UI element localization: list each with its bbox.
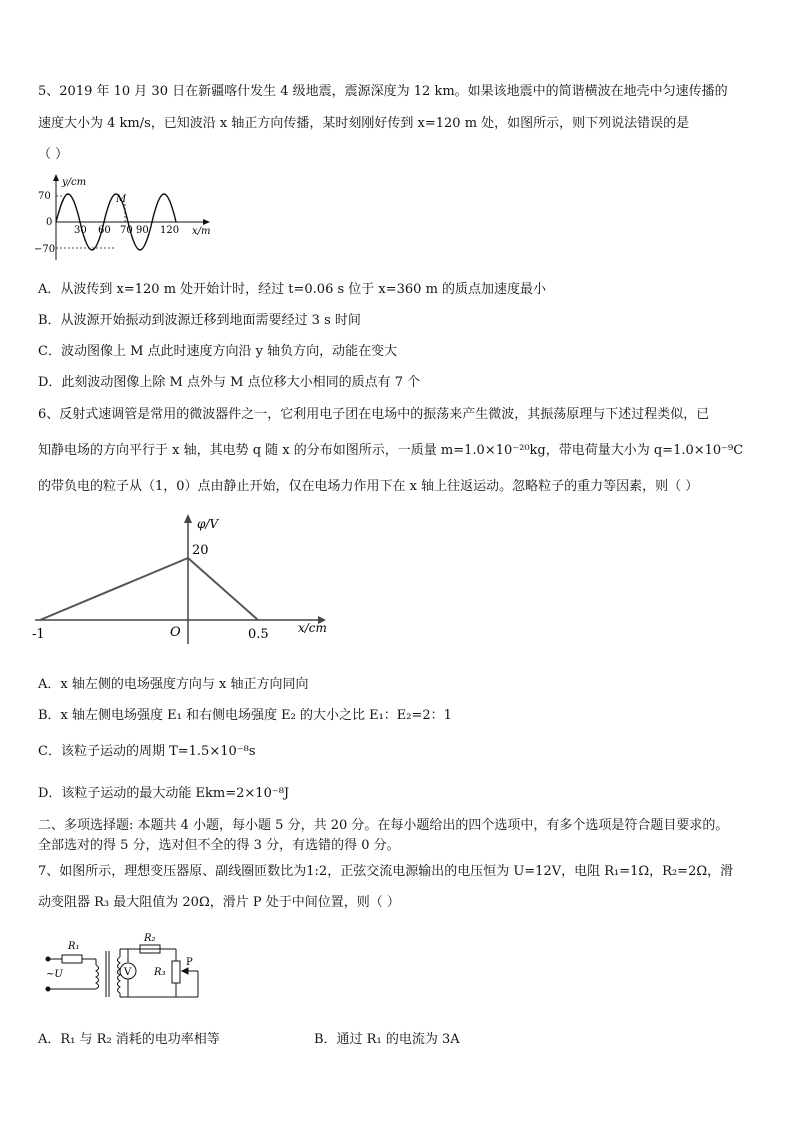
q6-potential-figure — [30, 508, 340, 648]
q6-peak-label: 20 — [192, 543, 209, 558]
q6-right-label: 0.5 — [248, 627, 269, 642]
q5-y-tick-neg70: −70 — [34, 244, 56, 255]
q5-point-m-label: M — [116, 194, 127, 205]
section2-heading-line-1: 二、多项选择题: 本题共 4 小题，每小题 5 分，共 20 分。在每小题给出的四个选项中，有多个选项是符合题目要求的。 — [38, 818, 729, 833]
q6-origin-label: O — [170, 625, 181, 640]
q5-x-tick-30: 30 — [74, 225, 87, 236]
q5-x-axis-label: x/m — [192, 226, 211, 237]
q7-source-label: ~U — [46, 969, 63, 980]
q5-stem-line-1: 5、2019 年 10 月 30 日在新疆喀什发生 4 级地震，震源深度为 12 km。如果该地震中的简谐横波在地壳中匀速传播的 — [38, 84, 728, 99]
q6-x-axis-label: x/cm — [298, 621, 327, 635]
q5-x-tick-90: 90 — [136, 225, 149, 236]
q7-stem-line-1: 7、如图所示，理想变压器原、副线圈匝数比为1:2，正弦交流电源输出的电压恒为 U=12V，电阻 R₁=1Ω，R₂=2Ω，滑 — [38, 864, 734, 879]
q6-y-axis-label: φ/V — [197, 517, 219, 531]
q5-stem-line-2: 速度大小为 4 km/s，已知波沿 x 轴正方向传播，某时刻刚好传到 x=120 m 处，如图所示，则下列说法错误的是 — [38, 116, 690, 131]
q6-left-label: -1 — [32, 627, 45, 642]
q5-wave-figure — [28, 172, 218, 264]
q7-option-b: B．通过 R₁ 的电流为 3A — [314, 1032, 460, 1047]
q7-r3-label: R₃ — [154, 967, 166, 978]
q7-voltmeter-label: V — [124, 967, 132, 978]
q5-option-a: A．从波传到 x=120 m 处开始计时，经过 t=0.06 s 位于 x=360 m 的质点加速度最小 — [38, 282, 547, 297]
q5-option-c: C．波动图像上 M 点此时速度方向沿 y 轴负方向，动能在变大 — [38, 344, 398, 359]
q6-stem-line-3: 的带负电的粒子从（1，0）点由静止开始，仅在电场力作用下在 x 轴上往返运动。忽略粒子的重力等因素，则（ ） — [38, 479, 699, 494]
q5-stem-line-3: （ ） — [38, 147, 69, 162]
q5-option-d: D．此刻波动图像上除 M 点外与 M 点位移大小相同的质点有 7 个 — [38, 375, 421, 390]
q7-r1-label: R₁ — [68, 941, 80, 952]
q6-option-b: B．x 轴左侧电场强度 E₁ 和右侧电场强度 E₂ 的大小之比 E₁：E₂=2：1 — [38, 708, 452, 723]
q7-circuit-figure — [36, 927, 216, 1005]
q5-y-tick-0: 0 — [46, 217, 53, 228]
q6-option-a: A．x 轴左侧的电场强度方向与 x 轴正方向同向 — [38, 677, 309, 692]
q7-stem-line-2: 动变阻器 R₃ 最大阻值为 20Ω，滑片 P 处于中间位置，则（ ） — [38, 895, 400, 910]
q7-r2-label: R₂ — [144, 933, 156, 944]
q6-stem-line-2: 知静电场的方向平行于 x 轴，其电势 q 随 x 的分布如图所示，一质量 m=1.0×10⁻²⁰kg，带电荷量大小为 q=1.0×10⁻⁹C — [38, 443, 744, 458]
q7-option-a: A．R₁ 与 R₂ 消耗的电功率相等 — [38, 1032, 220, 1047]
q5-x-tick-60: 60 — [98, 225, 111, 236]
q5-y-tick-70: 70 — [38, 191, 51, 202]
q5-y-axis-label: y/cm — [62, 177, 87, 188]
q5-x-tick-70: 70 — [120, 225, 133, 236]
q6-option-d: D．该粒子运动的最大动能 Ekm=2×10⁻⁸J — [38, 786, 290, 801]
q5-option-b: B．从波源开始振动到波源迁移到地面需要经过 3 s 时间 — [38, 313, 361, 328]
q5-x-tick-120: 120 — [160, 225, 180, 236]
q6-option-c: C．该粒子运动的周期 T=1.5×10⁻⁸s — [38, 744, 256, 759]
q6-stem-line-1: 6、反射式速调管是常用的微波器件之一，它利用电子团在电场中的振荡来产生微波，其振荡原理与下述过程类似，已 — [38, 407, 710, 422]
q7-slider-label: P — [186, 957, 193, 968]
section2-heading-line-2: 全部选对的得 5 分，选对但不全的得 3 分，有选错的得 0 分。 — [38, 838, 400, 853]
